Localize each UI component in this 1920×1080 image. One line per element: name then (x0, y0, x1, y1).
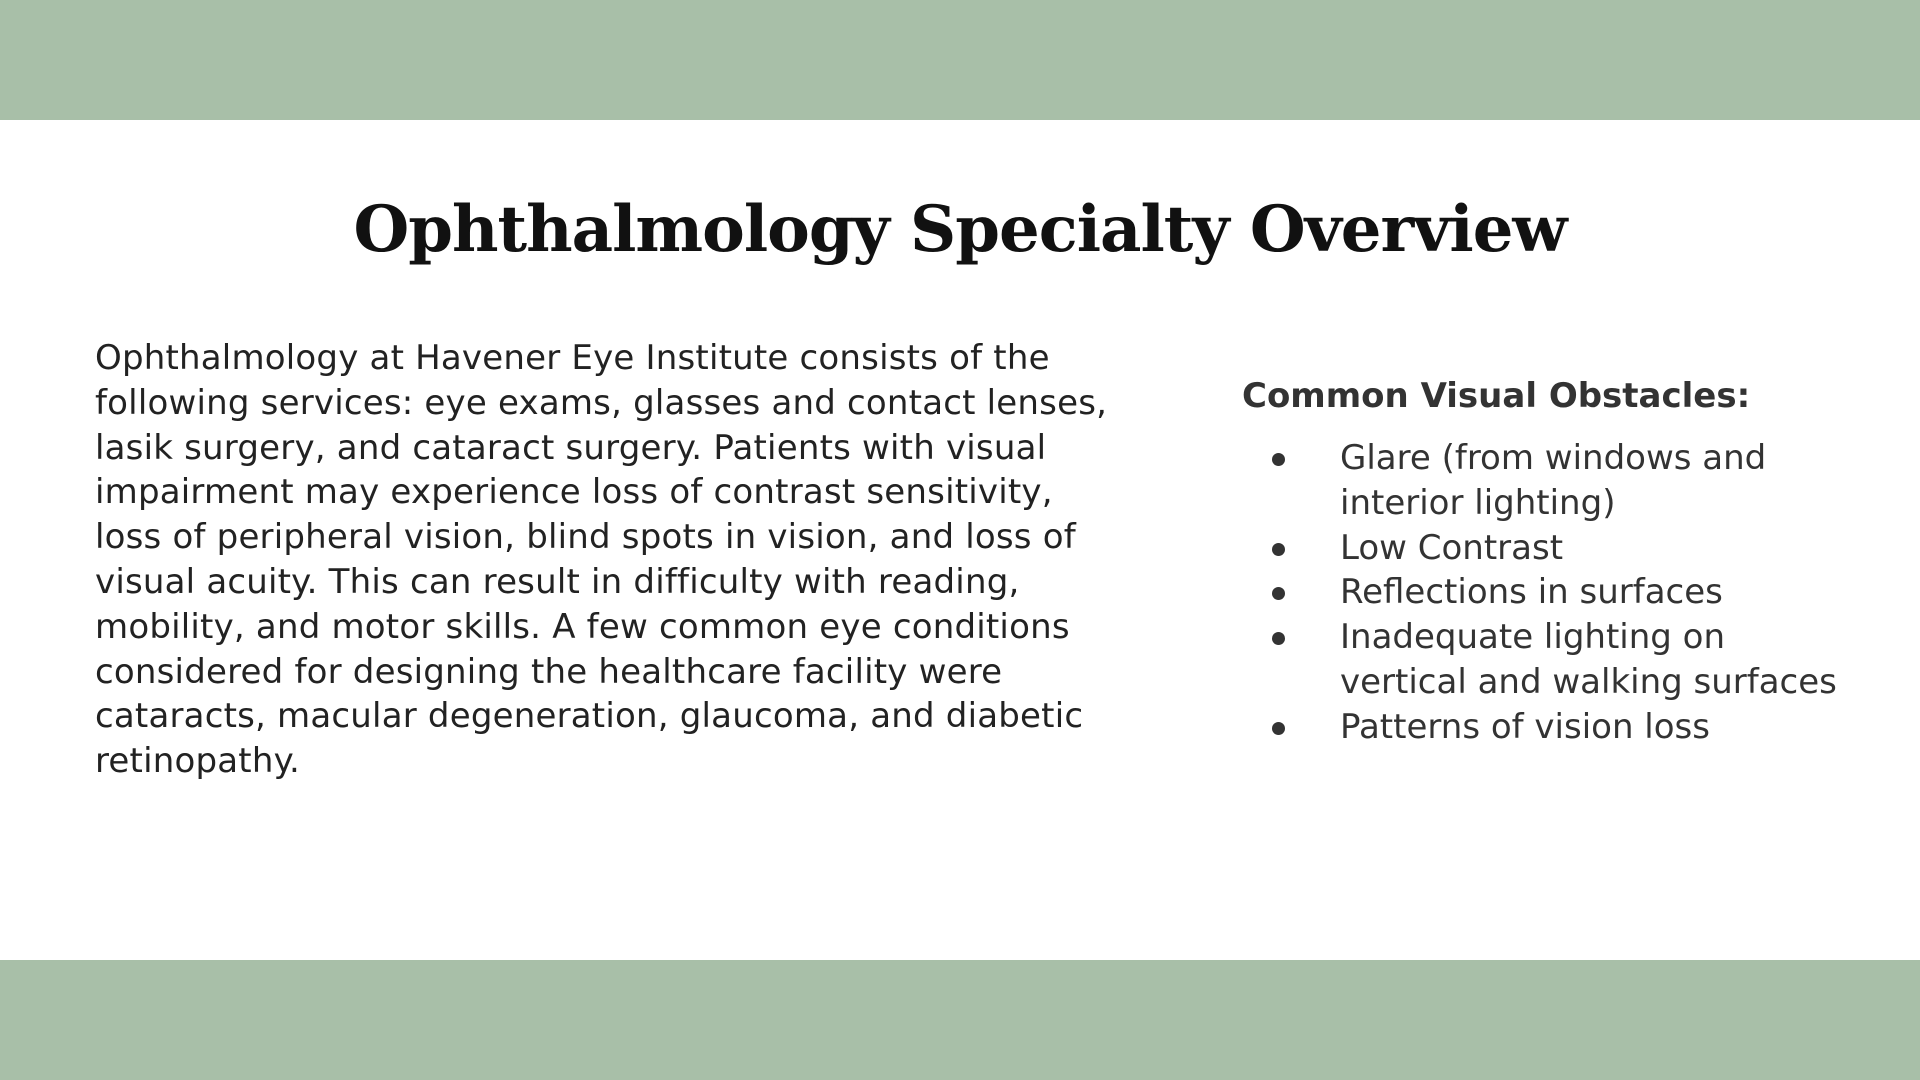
obstacle-text: Glare (from windows and interior lighting) (1340, 438, 1767, 523)
overview-paragraph: Ophthalmology at Havener Eye Institute consists of the following services: eye exams, glasses and contact lenses, lasik surgery, and cataract surgery. Patients with visual impairment may experience loss of contrast sensitivity, loss of peripheral vision, blind spots in vision, and loss of visual acuity. This can result in difficulty with reading, mobility, and motor skills. A few common eye conditions considered for designing the healthcare facility were cataracts, macular degeneration, glaucoma, and diabetic retinopathy. (95, 338, 1108, 782)
list-item (1242, 705, 1850, 750)
bullet-dot-icon (1272, 543, 1285, 556)
list-item (1242, 570, 1850, 615)
obstacle-text: Low Contrast (1340, 527, 1564, 568)
list-item (1242, 436, 1850, 526)
slide-title: Ophthalmology Specialty Overview (353, 192, 1567, 267)
obstacles-panel (1242, 370, 1882, 750)
obstacles-list (1242, 436, 1882, 750)
list-item (1242, 615, 1850, 705)
bullet-dot-icon (1272, 587, 1285, 600)
bullet-dot-icon (1272, 632, 1285, 645)
obstacle-text: Patterns of vision loss (1340, 706, 1710, 747)
obstacle-text: Reflections in surfaces (1340, 572, 1723, 613)
top-accent-band (0, 0, 1920, 120)
bullet-dot-icon (1272, 722, 1285, 735)
list-item (1242, 526, 1850, 571)
obstacles-heading: Common Visual Obstacles: (1242, 376, 1751, 416)
obstacle-text: Inadequate lighting on vertical and walking surfaces (1340, 617, 1837, 702)
bottom-accent-band (0, 960, 1920, 1080)
bullet-dot-icon (1272, 453, 1285, 466)
